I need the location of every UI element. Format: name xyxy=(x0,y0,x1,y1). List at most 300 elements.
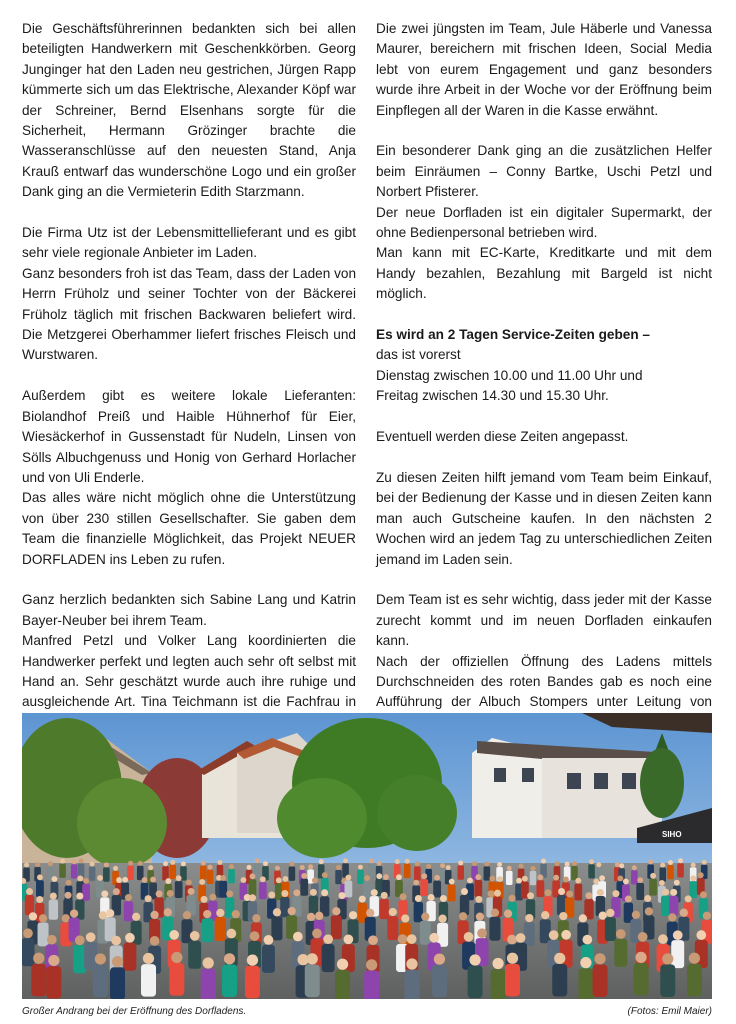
crowd-person-head xyxy=(308,864,313,869)
crowd-person-body xyxy=(300,879,308,896)
crowd-person-head xyxy=(516,933,526,943)
crowd-person-body xyxy=(491,969,506,999)
crowd-person-head xyxy=(544,889,551,896)
crowd-person-head xyxy=(164,908,172,916)
crowd-person-head xyxy=(36,896,43,903)
crowd-person-head xyxy=(421,913,429,921)
crowd-person-head xyxy=(364,875,370,881)
crowd-person-head xyxy=(112,956,123,967)
crowd-person-head xyxy=(150,911,158,919)
crowd-person-body xyxy=(357,870,364,884)
service-heading: Es wird an 2 Tagen Service-Zeiten geben – xyxy=(376,327,650,343)
crowd-person-body xyxy=(259,882,267,899)
crowd-person-head xyxy=(132,913,140,921)
crowd-person-head xyxy=(696,930,706,940)
crowd-person-body xyxy=(344,880,352,897)
crowd-person-head xyxy=(459,912,467,920)
crowd-person-head xyxy=(644,895,651,902)
crowd-person-head xyxy=(23,928,33,938)
crowd-person-head xyxy=(619,863,624,868)
crowd-person-head xyxy=(612,890,619,897)
crowd-person-head xyxy=(438,915,446,923)
crowd-person-head xyxy=(201,861,206,866)
crowd-person-head xyxy=(307,913,315,921)
crowd-person-head xyxy=(70,909,78,917)
crowd-person-head xyxy=(29,912,37,920)
crowd-person-head xyxy=(558,888,565,895)
crowd-person-head xyxy=(65,892,72,899)
crowd-person-head xyxy=(406,958,417,969)
crowd-person-head xyxy=(645,907,653,915)
crowd-person-head xyxy=(366,909,374,917)
crowd-person-head xyxy=(401,914,409,922)
crowd-person-head xyxy=(383,874,389,880)
crowd-person-head xyxy=(440,863,445,868)
crowd-person-head xyxy=(662,953,673,964)
crowd-person-head xyxy=(525,914,533,922)
crowd-person-body xyxy=(46,966,61,999)
crowd-person-body xyxy=(468,966,483,999)
crowd-person-head xyxy=(469,954,480,965)
crowd-person-head xyxy=(484,861,489,866)
crowd-person-head xyxy=(565,862,570,867)
crowd-person-head xyxy=(488,890,495,897)
crowd-person-head xyxy=(366,959,377,970)
crowd-person-head xyxy=(122,877,128,883)
crowd-person-head xyxy=(594,953,605,964)
right-column xyxy=(376,19,712,794)
crowd-person-head xyxy=(405,859,410,864)
left-column xyxy=(22,19,356,815)
crowd-person-head xyxy=(659,880,665,886)
crowd-person-head xyxy=(492,958,503,969)
crowd-person-body xyxy=(671,940,684,968)
crowd-person-head xyxy=(47,935,57,945)
crowd-person-head xyxy=(113,888,120,895)
paragraph-craftsmen: Die Geschäftsführerinnen bedankten sich bei allen beteiligten Handwerkern mit Geschenkkörben. Georg Junginger hat den Laden neu gestrichen, Jürgen Rapp kümmerte sich um das Elektrische, Alexander Köpf war der Schreiner, Bernd Elsenhans sorgte für die Sicherheit, Hermann Grözinger brachte die Wasseranschlüsse auf den neuesten Stand, Anja Krauß entwarf das wunderschöne Logo und ein großer Dank ging an die Vermieterin Edith Starzmann. xyxy=(22,21,356,200)
crowd-person-head xyxy=(106,909,114,917)
crowd-person-body xyxy=(169,865,176,879)
crowd-person-head xyxy=(349,911,357,919)
crowd-person-head xyxy=(268,892,275,899)
crowd-person-body xyxy=(215,917,226,941)
crowd-person-head xyxy=(343,858,348,863)
crowd-person-head xyxy=(224,953,235,964)
crowd-person-body xyxy=(200,866,207,880)
crowd-person-head xyxy=(678,858,683,863)
crowd-person-body xyxy=(433,881,441,898)
paragraph-youngest: Die zwei jüngsten im Team, Jule Häberle und Vanessa Maurer, bereichern mit frischen Ideen, Social Media lebt von eurem Engagement und ganz besonders wurde ihre Arbeit in der Woche vor der Eröffnung beim Einpflegen all der Waren in die Kasse erwähnt. xyxy=(376,21,712,118)
crowd-person-body xyxy=(420,921,431,945)
crowd-person-head xyxy=(377,861,382,866)
crowd-person-body xyxy=(524,922,535,946)
crowd-person-head xyxy=(606,909,614,917)
paragraph-local-suppliers: Außerdem gibt es weitere lokale Lieferanten: Biolandhof Preiß und Haible Hühnerhof für Eier, Wiesäckerhof in Gussenstadt für Nudeln, Linsen von Sölls Albuchgenuss und Honig von Gerhard Horlacher und von Uli Enderle. xyxy=(22,388,356,485)
crowd-person-head xyxy=(252,914,260,922)
crowd-person-body xyxy=(687,964,702,997)
crowd-person-head xyxy=(145,895,152,902)
crowd-person-head xyxy=(163,861,168,866)
crowd-person-body xyxy=(71,864,78,878)
crowd-person-body xyxy=(460,895,469,915)
crowd-person-head xyxy=(670,889,677,896)
crowd-person-head xyxy=(580,957,591,968)
crowd-person-head xyxy=(37,874,43,880)
crowd-person-body xyxy=(335,970,350,999)
crowd-person-head xyxy=(310,889,317,896)
crowd-person-head xyxy=(148,865,153,870)
crowd-person-head xyxy=(263,861,268,866)
crowd-person-head xyxy=(549,930,559,940)
crowd-person-body xyxy=(631,870,638,884)
crowd-person-body xyxy=(669,896,678,916)
crowd-person-head xyxy=(426,864,431,869)
crowd-person-body xyxy=(124,901,133,921)
crowd-person-head xyxy=(572,861,577,866)
crowd-person-head xyxy=(176,875,182,881)
crowd-person-head xyxy=(264,935,274,945)
crowd-person-head xyxy=(489,876,495,882)
crowd-person-head xyxy=(128,861,133,866)
paragraph-shareholders: Das alles wäre nicht möglich ohne die Unterstützung von über 230 stillen Gesellschafter. Sie gaben dem Team die finanzielle Möglichkeit, das Projekt NEUER DORFLADEN ins Leben zu rufen. xyxy=(22,490,356,567)
crowd-person-head xyxy=(72,859,77,864)
crowd-person-head xyxy=(617,875,623,881)
paragraph-help-times: Zu diesen Zeiten hilft jemand vom Team beim Einkauf, bei der Bedienung der Kasse und in diesen Zeiten kann man auch Gutscheine kaufen. In den nächsten 2 Wochen wird an jedem Tag zu unterschiedlichen Zeiten jemand im Laden sein. xyxy=(376,469,712,567)
crowd-person-head xyxy=(449,879,455,885)
crowd-person-head xyxy=(167,890,174,897)
crowd-person-head xyxy=(332,907,340,915)
crowd-person-body xyxy=(93,965,108,998)
crowd-person-head xyxy=(660,863,665,868)
photo-credit: (Fotos: Emil Maier) xyxy=(627,1006,712,1017)
crowd-person-head xyxy=(428,894,435,901)
crowd-person-body xyxy=(571,866,578,880)
crowd-person-head xyxy=(585,892,592,899)
crowd-person-head xyxy=(504,910,512,918)
service-line-1: das ist vorerst xyxy=(376,347,461,363)
crowd-person-head xyxy=(150,936,160,946)
crowd-person-head xyxy=(301,873,307,879)
crowd-person-head xyxy=(293,889,300,896)
crowd-person-head xyxy=(615,862,620,867)
crowd-person-head xyxy=(323,934,333,944)
crowd-person-body xyxy=(249,879,257,896)
paragraph-team: Manfred Petzl und Volker Lang koordinierten die Handwerker perfekt und legten auch sehr oft selbst mit Hand an. Sehr geschätzt wurde auch ihre ruhige und ausgleichende Art. Tina Teichmann ist die Fachfrau in xyxy=(22,633,356,710)
crowd-person-head xyxy=(39,914,47,922)
crowd-person-body xyxy=(305,965,320,998)
service-line-2: Dienstag zwischen 10.00 und 11.00 Uhr und xyxy=(376,367,643,383)
crowd-person-head xyxy=(165,878,171,884)
crowd-person-body xyxy=(380,899,389,919)
crowd-person-head xyxy=(48,861,53,866)
crowd-person-head xyxy=(143,953,154,964)
crowd-person-body xyxy=(289,867,296,881)
crowd-person-head xyxy=(358,865,363,870)
crowd-person-body xyxy=(432,965,447,998)
crowd-person-head xyxy=(415,895,422,902)
crowd-person-body xyxy=(593,964,608,997)
crowd-person-head xyxy=(632,911,640,919)
crowd-person-head xyxy=(289,862,294,867)
crowd-person-body xyxy=(82,884,90,901)
crowd-person-body xyxy=(280,897,289,917)
paragraph-digital-market: Der neue Dorfladen ist ein digitaler Supermarkt, der ohne Bedienpersonal betrieben wird. xyxy=(376,204,712,241)
crowd-person-body xyxy=(36,880,44,897)
crowd-person-head xyxy=(475,896,482,903)
crowd-person-head xyxy=(497,876,503,882)
crowd-person-head xyxy=(171,952,182,963)
paragraph-adjust: Eventuell werden diese Zeiten angepasst. xyxy=(376,429,629,445)
crowd-person-head xyxy=(75,935,85,945)
crowd-person-body xyxy=(506,871,513,885)
crowd-person-head xyxy=(76,892,83,899)
crowd-person-head xyxy=(321,889,328,896)
crowd-person-body xyxy=(207,870,214,884)
crowd-person-head xyxy=(703,912,711,920)
crowd-person-head xyxy=(250,931,260,941)
crowd-person-head xyxy=(623,879,629,885)
crowd-person-head xyxy=(368,935,378,945)
crowd-person-body xyxy=(649,879,657,896)
crowd-person-head xyxy=(183,911,191,919)
crowd-person-head xyxy=(531,866,536,871)
crowd-person-body xyxy=(636,883,644,900)
crowd-person-head xyxy=(186,880,192,886)
crowd-person-body xyxy=(404,864,411,878)
crowd-person-head xyxy=(596,862,601,867)
crowd-person-body xyxy=(228,869,235,883)
crowd-person-head xyxy=(421,873,427,879)
crowd-person-head xyxy=(559,912,567,920)
crowd-person-body xyxy=(667,865,674,879)
crowd-person-head xyxy=(691,862,696,867)
crowd-person-head xyxy=(255,858,260,863)
crowd-person-body xyxy=(202,918,213,942)
crowd-person-head xyxy=(389,908,397,916)
crowd-person-head xyxy=(125,894,132,901)
crowd-person-head xyxy=(150,877,156,883)
paragraph-helpers: Ein besonderer Dank ging an die zusätzlichen Helfer beim Einräumen – Conny Bartke, Uschi Petzl und Norbert Pfisterer. xyxy=(376,143,712,200)
crowd-person-head xyxy=(217,860,222,865)
crowd-person-head xyxy=(203,910,211,918)
crowd-person-body xyxy=(78,863,85,877)
crowd-person-head xyxy=(201,896,208,903)
crowd-person-head xyxy=(247,954,258,965)
crowd-person-head xyxy=(507,953,518,964)
crowd-person-head xyxy=(312,929,322,939)
crowd-person-head xyxy=(648,859,653,864)
crowd-person-body xyxy=(175,881,183,898)
crowd-person-head xyxy=(566,890,573,897)
crowd-person-body xyxy=(38,922,49,946)
crowd-person-head xyxy=(563,877,569,883)
crowd-person-head xyxy=(537,874,543,880)
crowd-person-body xyxy=(363,881,371,898)
crowd-person-head xyxy=(561,930,571,940)
crowd-person-body xyxy=(335,870,342,884)
crowd-person-head xyxy=(527,892,534,899)
crowd-person-head xyxy=(190,931,200,941)
crowd-person-body xyxy=(540,919,551,943)
photo-caption: Großer Andrang bei der Eröffnung des Dorfladens. xyxy=(22,1006,247,1017)
service-times xyxy=(376,325,712,407)
crowd-person-head xyxy=(208,865,213,870)
crowd-person-head xyxy=(345,875,351,881)
crowd-person-head xyxy=(698,872,704,878)
crowd-person-head xyxy=(86,932,96,942)
crowd-person-body xyxy=(552,881,560,898)
crowd-person-body xyxy=(661,896,670,916)
crowd-person-head xyxy=(79,858,84,863)
crowd-person-head xyxy=(83,878,89,884)
crowd-person-body xyxy=(181,919,192,943)
crowd-person-head xyxy=(674,880,680,886)
crowd-person-head xyxy=(700,891,707,898)
crowd-person-head xyxy=(66,880,72,886)
crowd-person-head xyxy=(104,862,109,867)
crowd-person-head xyxy=(461,888,468,895)
crowd-person-head xyxy=(395,859,400,864)
crowd-person-head xyxy=(35,862,40,867)
paragraph-payment: Man kann mit EC-Karte, Kreditkarte und mit dem Handy bezahlen, Bezahlung mit Bargeld ist nicht möglich. xyxy=(376,245,712,302)
crowd-person-head xyxy=(415,861,420,866)
crowd-person-body xyxy=(660,965,675,998)
crowd-person-head xyxy=(90,862,95,867)
crowd-person-head xyxy=(226,890,233,897)
crowd-person-head xyxy=(229,864,234,869)
crowd-person-head xyxy=(658,934,668,944)
crowd-person-body xyxy=(614,939,627,967)
crowd-person-body xyxy=(420,879,428,896)
crowd-person-head xyxy=(24,863,29,868)
crowd-person-head xyxy=(476,912,484,920)
crowd-person-head xyxy=(396,874,402,880)
crowd-person-body xyxy=(31,964,46,997)
crowd-person-body xyxy=(634,963,649,996)
crowd-person-head xyxy=(48,955,59,966)
crowd-person-head xyxy=(359,896,366,903)
paragraph-supplier: Die Firma Utz ist der Lebensmittellieferant und es gibt sehr viele regionale Anbieter im Laden. xyxy=(22,225,356,261)
crowd-person-head xyxy=(371,889,378,896)
crowd-person-head xyxy=(429,933,439,943)
crowd-person-head xyxy=(522,876,528,882)
crowd-person-head xyxy=(319,859,324,864)
crowd-person-body xyxy=(574,884,582,901)
tent-sign-text: SIHO xyxy=(662,830,682,839)
crowd-person-body xyxy=(49,900,58,920)
crowd-person-body xyxy=(271,916,282,940)
crowd-person-head xyxy=(434,954,445,965)
crowd-person-head xyxy=(507,866,512,871)
crowd-person-head xyxy=(275,866,280,871)
crowd-person-head xyxy=(220,875,226,881)
crowd-person-head xyxy=(249,894,256,901)
crowd-person-head xyxy=(625,896,632,903)
crowd-person-head xyxy=(50,893,57,900)
crowd-person-head xyxy=(690,875,696,881)
crowd-person-body xyxy=(331,915,342,939)
crowd-person-head xyxy=(467,878,473,884)
crowd-person-head xyxy=(519,864,524,869)
paragraph-opening: Nach der offiziellen Öffnung des Ladens mittels Durchschneiden des roten Bandes gab es noch eine Aufführung der Albuch Stompers unter Leitung von xyxy=(376,653,712,710)
crowd-person-body xyxy=(474,880,482,897)
crowd-person-head xyxy=(491,909,499,917)
crowd-person-head xyxy=(507,935,517,945)
crowd-person-head xyxy=(33,953,44,964)
crowd-person-head xyxy=(276,877,282,883)
crowd-person-head xyxy=(247,865,252,870)
crowd-person-body xyxy=(489,917,500,941)
crowd-person-head xyxy=(398,934,408,944)
crowd-person-body xyxy=(484,866,491,880)
crowd-person-head xyxy=(339,892,346,899)
crowd-person-head xyxy=(307,953,318,964)
crowd-person-body xyxy=(677,863,684,877)
crowd-person-head xyxy=(77,875,83,881)
crowd-person-head xyxy=(541,911,549,919)
crowd-person-head xyxy=(125,933,135,943)
crowd-person-body xyxy=(530,871,537,885)
crowd-person-body xyxy=(110,967,125,999)
crowd-person-head xyxy=(52,876,58,882)
crowd-person-head xyxy=(95,953,106,964)
crowd-person-head xyxy=(336,865,341,870)
crowd-person-head xyxy=(680,909,688,917)
crowd-person-head xyxy=(589,859,594,864)
crowd-person-head xyxy=(138,861,143,866)
crowd-person-body xyxy=(414,866,421,880)
crowd-person-head xyxy=(283,876,289,882)
crowd-person-head xyxy=(497,862,502,867)
crowd-person-head xyxy=(464,932,474,942)
crowd-person-head xyxy=(555,861,560,866)
crowd-person-body xyxy=(689,881,697,898)
crowd-person-head xyxy=(97,875,103,881)
crowd-person-head xyxy=(344,934,354,944)
crowd-person-head xyxy=(702,860,707,865)
crowd-person-body xyxy=(605,917,616,941)
crowd-person-head xyxy=(599,875,605,881)
crowd-person-head xyxy=(142,877,148,883)
crowd-person-head xyxy=(553,875,559,881)
crowd-person-head xyxy=(113,866,118,871)
crowd-person-head xyxy=(312,878,318,884)
crowd-person-head xyxy=(685,895,692,902)
crowd-person-head xyxy=(440,895,447,902)
crowd-person-head xyxy=(575,878,581,884)
crowd-person-head xyxy=(226,929,236,939)
crowd-person-body xyxy=(368,863,375,877)
crowd-person-head xyxy=(293,932,303,942)
crowd-person-body xyxy=(141,964,156,997)
crowd-person-body xyxy=(262,945,275,973)
crowd-person-head xyxy=(494,890,501,897)
crowd-person-head xyxy=(650,873,656,879)
crowd-person-head xyxy=(281,890,288,897)
crowd-person-head xyxy=(273,908,281,916)
crowd-person-head xyxy=(434,875,440,881)
crowd-person-head xyxy=(170,860,175,865)
crowd-person-head xyxy=(232,910,240,918)
crowd-person-body xyxy=(439,868,446,882)
crowd-person-head xyxy=(369,858,374,863)
crowd-person-body xyxy=(245,966,260,999)
crowd-person-body xyxy=(457,865,464,879)
crowd-person-head xyxy=(673,930,683,940)
crowd-person-body xyxy=(364,970,379,999)
service-line-3: Freitag zwischen 14.30 und 15.30 Uhr. xyxy=(376,388,609,404)
crowd-person-head xyxy=(597,889,604,896)
